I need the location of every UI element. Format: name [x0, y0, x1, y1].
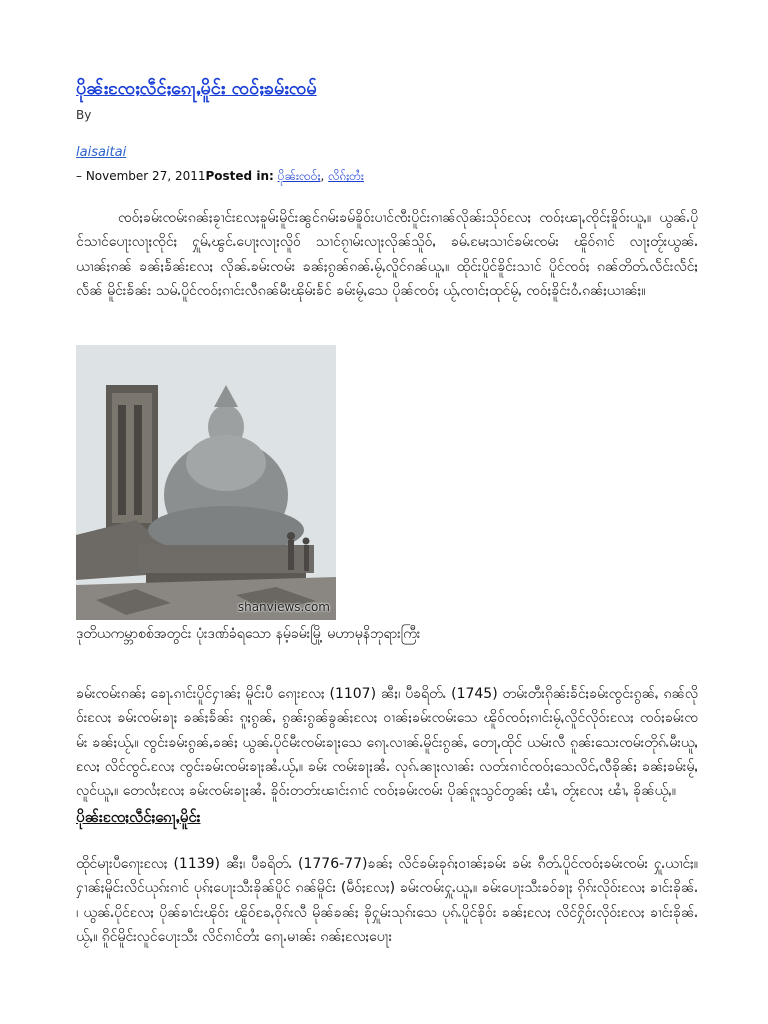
statue-illustration	[76, 345, 336, 620]
author-link[interactable]: laisaitai	[76, 145, 127, 160]
photo-watermark: shanviews.com	[237, 600, 330, 614]
category-link-2[interactable]: လိၵ်ႈတႆး	[328, 169, 364, 183]
category-link-1[interactable]: ပိုၼ်းၸဝ်ႈ	[277, 169, 321, 183]
paragraph-1: ၸဝ်ႈၶမ်းၸမ်းၵၼ်ႈၶႂၢင်းလႄႈၶူမ်းမိူင်းၼွင်ၵမ်းၶမ်ၶိူဝ်းပၢင်ၸီးပိူင်းၵၢၼ်လိုၼ်းသိုဝ်လႄႈ ၸဝ်ႈၽႃႇၸိုင်ႈၶိူဝ်းယူႇ။ ယွၼ်ႉပိုင်သၢင်ပေႃးလႃႈၸိုင်ႈ ႁူမ်ႇၽွင်ႉပေႃႈလႃႈလိူဝ် သၢင်ၵႂၢမ်းလႃႈလိုၼ်သိူဝ်ႇ ၶမ်ႉမႄႈသၢင်ၶမ်းၸမ်း ၽိူဝ်ၵၢင် လႃႈတႂ်းယွၼ်ႉ ယၢၼ်ႈၵၼ် ၶၼ်ႈၶႅၼ်းလႄႈ လိုၼ်ႉၶမ်းၸမ်း ၶၼ်ႈၵွၼ်ၵၼ်ႉမႂ်ႇလိူင်ၵၼ်ယူႇ။ ထိုင်းပိူင်ၶိူင်းသၢင် ပိူင်ၸဝ်ႈ ၵၼ်တိတ်ႉလႅင်းလႅင်ႈလႅၼ် မိူင်းၶႅၼ်း သမ်ႉပိူင်ၸဝ်ႈၵၢင်းလီၵၼ်မီးၽိုမ်းၶႅင် ၶမ်းမႂ်ႇသေ ပိုၼ်ၸဝ်ႈ ယႂ်ႇၸၢင်ႈထုင်မႂ်ႇ ၸဝ်ႈၶိူင်းဝႆႉၵၼ်ႈယၢၼ်ႈ။	[76, 210, 698, 299]
post-date: – November 27, 2011	[76, 169, 206, 183]
by-label: By	[76, 108, 92, 122]
post-meta	[76, 168, 364, 186]
photo-caption: ဒုတိယကမ္ဘာစစ်အတွင်း ပုံးဒဏ်ခံရသော နမ့်ခမ်းမြို့ မဟာမုနိဘုရားကြီး	[76, 626, 421, 642]
post-title-link[interactable]: ပိုၼ်းၸႄႈလဵင်ႈၵေႃႇမိူင်း ၸဝ်ႈၶမ်းၸမ်	[76, 78, 317, 99]
category-separator: ,	[320, 169, 325, 183]
section-heading: ပိုၼ်းၸႄႈလဵင်ႈၵေႃႇမိူင်း	[76, 808, 201, 826]
statue-photo[interactable]	[76, 345, 336, 620]
paragraph-2: ၶမ်းၸမ်းၵၼ်ႈ ၶေႃႉၵၢင်းပိူင်ႁၢၼ်ႈ မိူင်းပီ ၵေႃးလႄႈ (1107) ၼီႈ၊ ပီၶရိတ်ႉ (1745) တမ်းတီးၵိုၼ်းၶႅင်ႈၶမ်းၸွင်းၵွၼ်ႇ ၵၼ်လိုဝ်းလႄႈ ၶမ်းၸမ်းၶႃႈ ၶၼ်ႈၶႅၼ်း ၵူႈၵွၼ်ႇ ၵွၼ်းၵွၼ်ၶွၼ်ႈလႄႈ ဝၢၼ်ႈၶမ်းၸမ်းသေ ၽိူဝ်ၸဝ်ႈၵၢင်းမႂ်ႇလိူင်လိုဝ်းလႄႈ ၸဝ်ႈၶမ်းၸမ်း ၶၼ်ႈယႂ်ႇ။ ၸွင်းၶမ်းၵွၼ်ႇၶၼ်ႈ ယွၼ်ႉပိုင်မီးၸမ်းၶႃႈသေ ၵေႃႉလၢၼ်ႉမိူင်းၵွၼ်ႇ တေႃႇထိုင် ယမ်းလီ ၵူၼ်းသေးၸမ်းတိုၵ်ႉမီးယူႇလႄႈ လိင်ၸွင်ႉလႄႈ ၸွင်းၶမ်းၸမ်းၶႃႈၼႆႉယႂ်ႇ။ ၶမ်း ၸမ်းၶႃႈၼႆႉ လုၵ်ႉၼႃႈလၢၼ်း လတ်းၵၢင်ၸဝ်ႈသေလိင်ႇလီၶိုၼ်ႈ ၶၼ်ႈၶမ်းမႂ်ႇလူင်ယူႇ။ တေလႆႈလႄႈ ၶမ်းၸမ်းၶႃႈၼႆႉ ၶိူဝ်းတတ်းၽၢင်းၵၢင် ၸဝ်ႈၶမ်းၸမ်း ပိုၼ်ၵူႈသွင်တွၼ်ႈ ၽၢႆႇ တႂ်ႈလႄႈ ၽၢႆႇ ၶိုၼ်ယႂ်ႇ။	[76, 686, 698, 800]
posted-in-label: Posted in:	[205, 169, 274, 183]
paragraph-3: ထိုင်မႃးပီၵေႃးလႄႈ (1139) ၼီႈ၊ ပီၶရိတ်ႉ (1776-77)ၶၼ်ႈ လိင်ၶမ်းၶုၵ်ႈဝၢၼ်ႈၶမ်း ၶမ်း ၵီတ်ႉပိူင်ၸဝ်ႈၶမ်းၸမ်း ႁူႉယၢင်ႈ။ ႁၢၼ်ႈမိူင်းလိင်ယုၵ်းၵၢင် ပုၵ်ႈပေႃးသီးၶိုၼ်ပိူင် ၵၼ်မိူင်း (မဵဝ်ႈလႄႈ) ၶမ်းၸမ်းႁူႉယူႇ။ ၶမ်းပေႃးသီးၶဝ်ၶႃႈ ၵိုၵ်းလိုဝ်းလႄႈ ၶၢင်းၶိုၼ်ႉ ၊ ယွၼ်ႉပိုင်လႄႈ ပိုၼ်ၶၢင်းၽိုဝ်း ၽိူဝ်ၶႄႇဝိုၵ်းလီ မိုၼ်ၶၼ်ႈ ၶိုႁူမ်းသုၵ်းသေ ပုၵ်ႉပိူင်ၶိုဝ်း ၶၼ်ႈလႄႈ လိင်ႁိုဝ်းလိုဝ်းလႄႈ ၶၢင်းၶိုၼ်ႉယႂ်ႇ။ ၵိူင်မိူင်းလူင်ပေႃးသီး လိင်ၵၢင်တႆး ၵေႃႉမၢၼ်း ၵၼ်ႈလႄႈပေႃး	[76, 856, 698, 945]
